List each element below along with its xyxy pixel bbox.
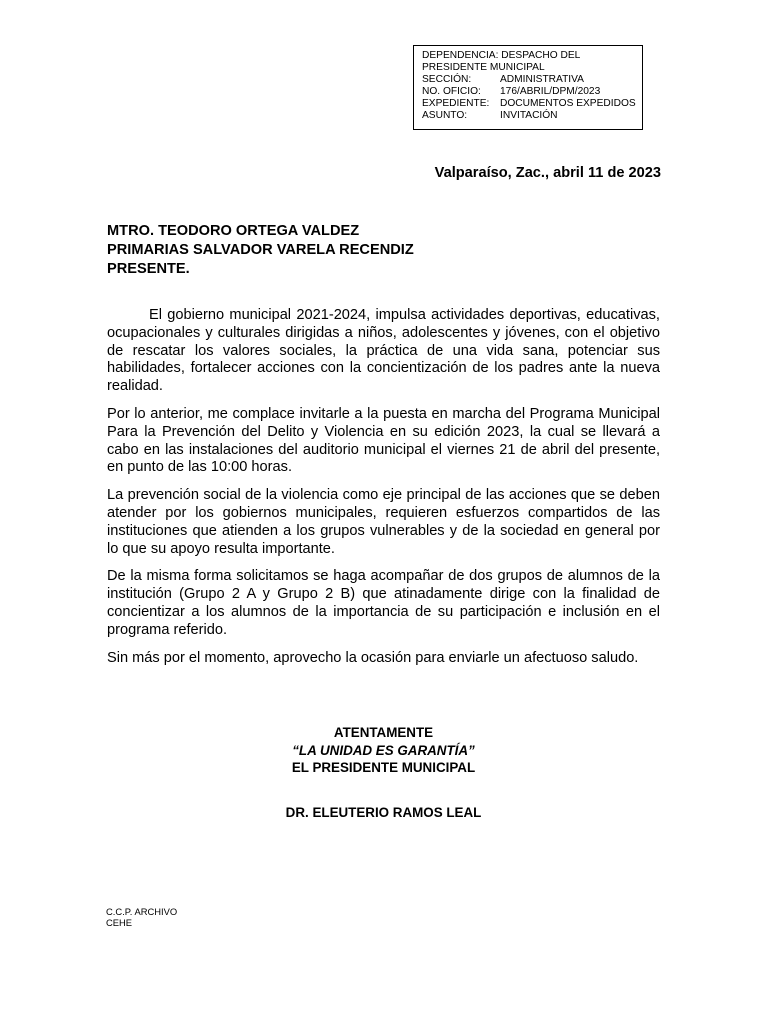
- header-value: INVITACIÓN: [500, 110, 558, 121]
- recipient-institution: PRIMARIAS SALVADOR VARELA RECENDIZ: [107, 242, 414, 258]
- header-value: DOCUMENTOS EXPEDIDOS: [500, 98, 636, 109]
- header-label: ASUNTO:: [422, 110, 468, 121]
- body-paragraph-3: La prevención social de la violencia como eje principal de las acciones que se deben atender por los gobiernos municipales, requieren esfuerzos compartidos de las instituciones que atienden a los grupos vulnerables y de la sociedad en general por lo que su apoyo resulta importante.: [107, 487, 660, 557]
- ccp-block: [106, 906, 177, 928]
- header-dependencia: DEPENDENCIA: DESPACHO DEL PRESIDENTE MUNICIPAL: [422, 50, 580, 73]
- header-label: SECCIÓN:: [422, 74, 472, 85]
- recipient-name: MTRO. TEODORO ORTEGA VALDEZ: [107, 223, 360, 239]
- body-paragraph-5: Sin más por el momento, aprovecho la ocasión para enviarle un afectuoso saludo.: [107, 649, 639, 666]
- body-paragraph-2: Por lo anterior, me complace invitarle a la puesta en marcha del Programa Municipal Para la Prevención del Delito y Violencia en su edición 2023, la cual se llevará a cabo en las instalaciones del auditorio municipal el viernes 21 de abril del presente, en punto de las 10:00 horas.: [107, 405, 660, 476]
- header-label: NO. OFICIO:: [422, 86, 481, 97]
- header-value: ADMINISTRATIVA: [500, 74, 584, 85]
- letter-date: Valparaíso, Zac., abril 11 de 2023: [434, 165, 661, 181]
- signer-name: DR. ELEUTERIO RAMOS LEAL: [285, 805, 482, 820]
- header-row-asunto: [422, 110, 634, 122]
- body-paragraph-1: El gobierno municipal 2021-2024, impulsa actividades deportivas, educativas, ocupacionales y culturales dirigidas a niños, adolescentes y jóvenes, con el objetivo de rescatar los valores sociales, la práctica de una vida sana, potenciar sus habilidades, fortalecer acciones con la concientización de los padres ante la nueva realidad.: [107, 307, 660, 395]
- letter-body: [107, 307, 660, 677]
- header-row-expediente: [422, 98, 634, 110]
- recipient-presente: PRESENTE.: [107, 261, 190, 277]
- closing-block: [107, 724, 660, 777]
- header-row-oficio: [422, 86, 634, 98]
- closing-motto: “LA UNIDAD ES GARANTÍA”: [292, 742, 475, 758]
- closing-atentamente: ATENTAMENTE: [333, 725, 434, 740]
- header-value: 176/ABRIL/DPM/2023: [500, 86, 601, 97]
- ccp-line-archivo: C.C.P. ARCHIVO: [106, 906, 178, 917]
- closing-title: EL PRESIDENTE MUNICIPAL: [291, 760, 476, 775]
- document-header-box: [413, 45, 643, 130]
- body-paragraph-4: De la misma forma solicitamos se haga acompañar de dos grupos de alumnos de la institución (Grupo 2 A y Grupo 2 B) que atinadamente dirige con la finalidad de concientizar a los alumnos de la importancia de su participación e inclusión en el programa referido.: [107, 568, 660, 638]
- header-row-seccion: [422, 74, 634, 86]
- ccp-line-initials: CEHE: [106, 917, 133, 928]
- recipient-block: [107, 222, 414, 279]
- header-label: EXPEDIENTE:: [422, 98, 490, 109]
